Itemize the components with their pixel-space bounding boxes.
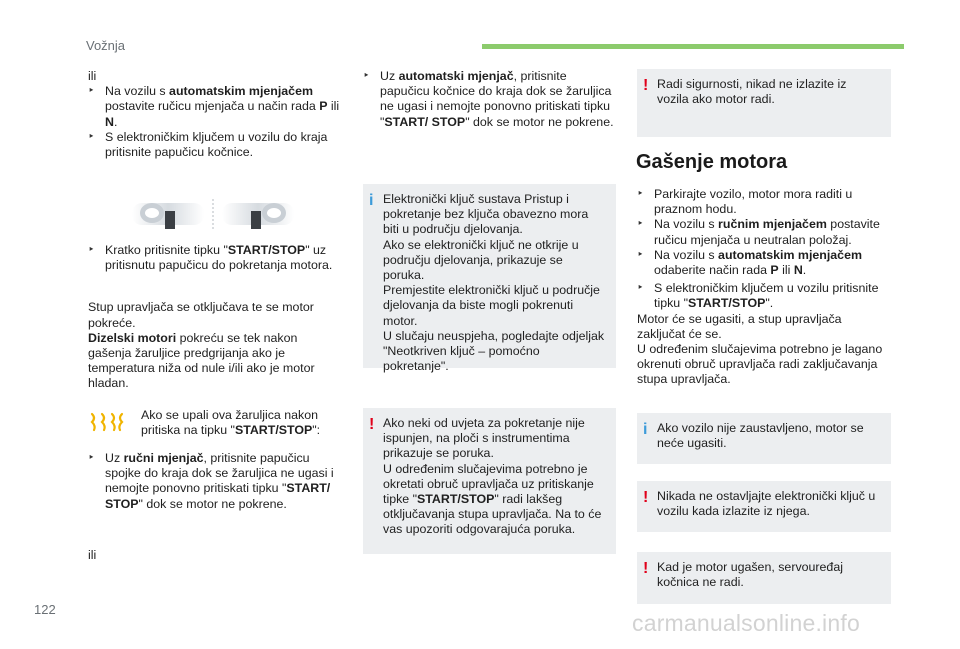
page-number: 122: [34, 602, 56, 617]
or-text: ili: [88, 547, 97, 562]
section-title: Vožnja: [86, 38, 126, 53]
col3-steps: [637, 187, 891, 388]
info-icon: i: [369, 192, 374, 209]
warning-icon: !: [643, 77, 649, 94]
warning-icon: !: [643, 560, 649, 577]
diesel-text: Dizelski motori pokreću se tek nakon gašenja žaruljice predgrijanja ako je temperatura niža od nule i/ili ako je motor hladan.: [88, 330, 315, 391]
bullet-automatic-brake: ‣ Uz automatski mjenjač, pritisnite papučicu kočnice do kraja dok se žaruljica ne ugasi i nemojte ponovno pritiskati tipku "START/ STOP" dok se motor ne pokrene.: [363, 69, 615, 130]
bullet-brake-pedal: ‣ S elektroničkim ključem u vozilu do kraja pritisnite papučicu kočnice.: [88, 130, 340, 160]
engine-off-text: Motor će se ugasiti, a stup upravljača zaključat će se. U određenim slučajevima potrebno je lagano okrenuti obruč upravljača radi zaključavanja stupa upravljača.: [637, 311, 883, 387]
bullet-automatic-gear: ‣ Na vozilu s automatskim mjenjačem postavite ručicu mjenjača u način rada P ili N.: [88, 84, 340, 130]
header-bar: [482, 44, 904, 49]
col1-bottom: [88, 451, 340, 563]
col2-top: [363, 69, 615, 130]
warning-icon: !: [369, 416, 375, 433]
col1-middle: [88, 243, 340, 392]
steering-wheel-icon: [132, 197, 294, 233]
warning-box-conditions: ! Ako neki od uvjeta za pokretanje nije ispunjen, na ploči s instrumentima prikazuje se poruka. U određenim slučajevima potrebno je okretati obruč upravljača uz pritiskanje tipke "START/STOP" radi lakšeg otključavanja stupa upravljača. Na to će vas upozoriti odgovarajuća poruka.: [363, 408, 616, 554]
bullet-manual-gear: ‣ Uz ručni mjenjač, pritisnite papučicu spojke do kraja dok se žaruljica ne ugasi i nemojte ponovno pritiskati tipku "START/ STOP" dok se motor ne pokrene.: [88, 451, 340, 512]
start-stop-illustration: [132, 197, 294, 233]
warning-box-safety: ! Radi sigurnosti, nikad ne izlazite iz vozila ako motor radi.: [637, 69, 891, 137]
info-box-not-stopped: i Ako vozilo nije zaustavljeno, motor se neće ugasiti.: [637, 413, 891, 464]
warning-box-brakes: ! Kad je motor ugašen, servouređaj kočnica ne radi.: [637, 552, 891, 604]
info-box-keyless: i Elektronički ključ sustava Pristup i pokretanje bez ključa obavezno mora biti u području djelovanja. Ako se elektronički ključ ne otkrije u području djelovanja, prikazuje se poruka. Premjestite elektronički ključ u područje djelovanja da biste mogli pokrenuti motor. U slučaju neuspjeha, pogledajte odjeljak "Neotkriven ključ – pomoćno pokretanje".: [363, 184, 616, 368]
or-text: ili: [88, 69, 97, 83]
bullet-press-stop: ‣ S elektroničkim ključem u vozilu pritisnite tipku "START/STOP".: [637, 281, 891, 311]
info-icon: i: [643, 421, 648, 438]
steering-unlock-text: Stup upravljača se otključava te se motor pokreće.: [88, 300, 314, 330]
bullet-press-start: ‣ Kratko pritisnite tipku "START/STOP" uz pritisnutu papučicu do pokretanja motora.: [88, 243, 340, 273]
warning-box-key: ! Nikada ne ostavljajte elektronički ključ u vozilu kada izlazite iz njega.: [637, 481, 891, 532]
bullet-automatic-mode: ‣ Na vozilu s automatskim mjenjačem odaberite način rada P ili N.: [637, 248, 891, 278]
watermark: carmanualsonline.info: [632, 610, 860, 636]
col1-top: [88, 69, 340, 160]
warning-icon: !: [643, 489, 649, 506]
page-heading: Gašenje motora: [636, 151, 788, 173]
bullet-park: ‣ Parkirajte vozilo, motor mora raditi u praznom hodu.: [637, 187, 891, 217]
glow-plug-icon: [88, 410, 126, 432]
bullet-manual-neutral: ‣ Na vozilu s ručnim mjenjačem postavite ručicu mjenjača u neutralan položaj.: [637, 217, 891, 247]
lamp-text: Ako se upali ova žaruljica nakon pritiska na tipku "START/STOP":: [141, 408, 321, 438]
